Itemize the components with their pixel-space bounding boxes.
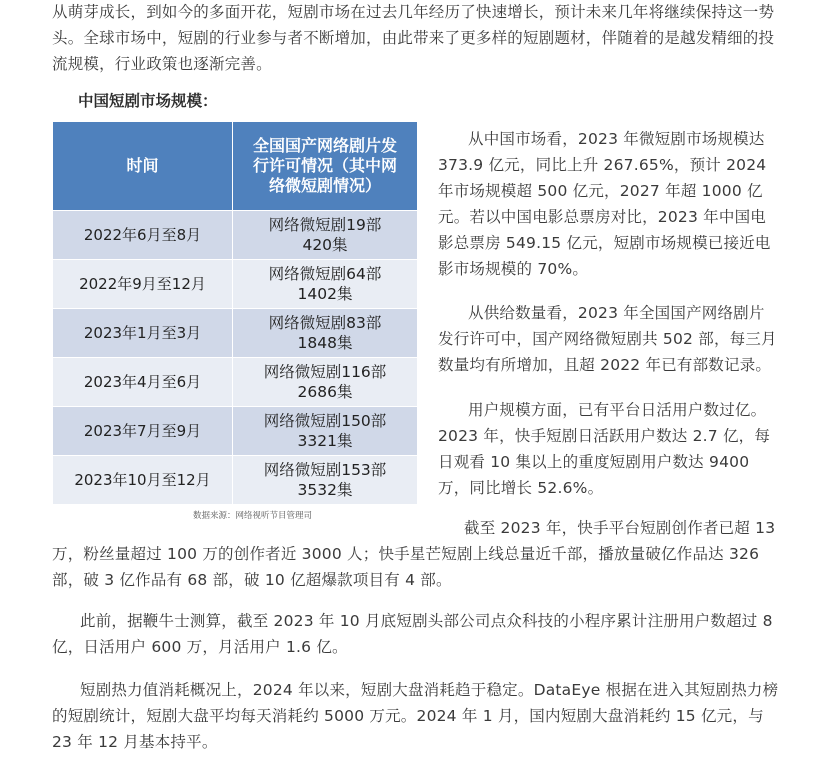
- intro-paragraph: 从萌芽成长，到如今的多面开花，短剧市场在过去几年经历了快速增长，预计未来几年将继续保持这一势头。全球市场中，短剧的行业参与者不断增加，由此带来了更多样的短剧题材，伴随着的是越发精细的投流规模，行业政策也逐渐完善。: [52, 3, 775, 73]
- header-license: 全国国产网络剧片发行许可情况（其中网络微短剧情况）: [233, 122, 418, 211]
- period-cell: 2022年9月至12月: [53, 260, 233, 309]
- section-heading: 中国短剧市场规模：: [78, 92, 218, 110]
- supply-paragraph: 从供给数量看，2023 年全国国产网络剧片发行许可中，国产网络微短剧共 502 部，每三月数量均有所增加，且超 2022 年已有部数记录。: [438, 304, 777, 374]
- period-cell: 2023年7月至9月: [53, 407, 233, 456]
- table-row: [53, 309, 418, 358]
- count-label: 网络微短剧83部: [268, 314, 382, 332]
- episodes-label: 420集: [302, 236, 348, 254]
- table-row: [53, 211, 418, 260]
- episodes-label: 2686集: [297, 383, 353, 401]
- count-cell: [233, 260, 418, 309]
- count-cell: [233, 309, 418, 358]
- count-cell: [233, 358, 418, 407]
- data-source-caption: 数据来源：网络视听节目管理司: [193, 511, 313, 521]
- count-label: 网络微短剧19部: [268, 216, 382, 234]
- license-table: [52, 121, 418, 505]
- count-label: 网络微短剧153部: [263, 461, 387, 479]
- period-cell: 2023年4月至6月: [53, 358, 233, 407]
- count-label: 网络微短剧116部: [263, 363, 387, 381]
- creators-paragraph: 截至 2023 年，快手平台短剧创作者已超 13 万，粉丝量超过 100 万的创作者近 3000 人；快手星芒短剧上线总量近千部，播放量破亿作品达 326 部，破 3 亿作品有 68 部，破 10 亿超爆款项目有 4 部。: [52, 519, 776, 589]
- market-scale-paragraph: 从中国市场看，2023 年微短剧市场规模达 373.9 亿元，同比上升 267.65%，预计 2024 年市场规模超 500 亿元，2027 年超 1000 亿元。若以中国电影总票房对比，2023 年中国电影总票房 549.15 亿元，短剧市场规模已接近电影市场规模的 70%。: [438, 130, 771, 278]
- episodes-label: 1402集: [297, 285, 353, 303]
- episodes-label: 1848集: [297, 334, 353, 352]
- table-header-row: [53, 122, 418, 211]
- period-cell: 2022年6月至8月: [53, 211, 233, 260]
- period-cell: 2023年1月至3月: [53, 309, 233, 358]
- table-row: [53, 407, 418, 456]
- header-period: 时间: [53, 122, 233, 211]
- table-row: [53, 260, 418, 309]
- episodes-label: 3532集: [297, 481, 353, 499]
- episodes-label: 3321集: [297, 432, 353, 450]
- table-row: [53, 358, 418, 407]
- consumption-paragraph: 短剧热力值消耗概况上，2024 年以来，短剧大盘消耗趋于稳定。DataEye 根据在进入其短剧热力榜的短剧统计，短剧大盘平均每天消耗约 5000 万元。2024 年 1 月，国内短剧大盘消耗约 15 亿元，与 23 年 12 月基本持平。: [52, 681, 779, 751]
- count-label: 网络微短剧150部: [263, 412, 387, 430]
- count-cell: [233, 211, 418, 260]
- count-label: 网络微短剧64部: [268, 265, 382, 283]
- period-cell: 2023年10月至12月: [53, 456, 233, 505]
- user-scale-paragraph: 用户规模方面，已有平台日活用户数过亿。2023 年，快手短剧日活跃用户数达 2.7 亿，每日观看 10 集以上的重度短剧用户数达 9400 万，同比增长 52.6%。: [438, 401, 771, 497]
- table-row: [53, 456, 418, 505]
- count-cell: [233, 456, 418, 505]
- count-cell: [233, 407, 418, 456]
- dianzhong-paragraph: 此前，据鞭牛士测算，截至 2023 年 10 月底短剧头部公司点众科技的小程序累计注册用户数超过 8 亿，日活用户 600 万，月活用户 1.6 亿。: [52, 612, 773, 656]
